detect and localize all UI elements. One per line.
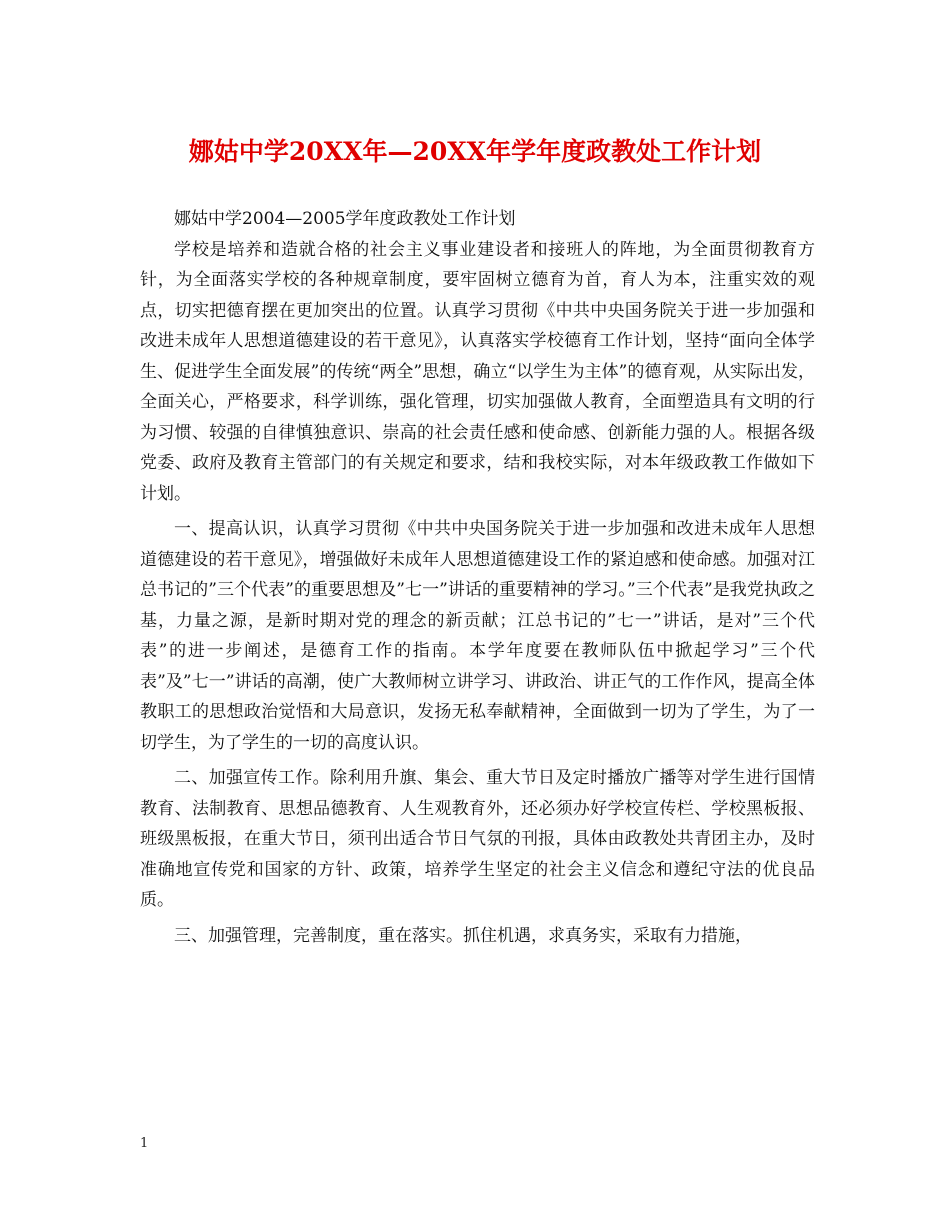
section-3-paragraph: 三、加强管理，完善制度，重在落实。抓住机遇，求真务实，采取有力措施， (174, 925, 752, 946)
document-title: 娜姑中学20XX年—20XX年学年度政教处工作计划 (188, 137, 762, 166)
page-number: 1 (140, 1136, 149, 1151)
intro-paragraph: 学校是培养和造就合格的社会主义事业建设者和接班人的阵地，为全面贯彻教育方针，为全面落实学校的各种规章制度，要牢固树立德育为首，育人为本，注重实效的观点，切实把德育摆在更加突出的位置。认真学习贯彻《中共中央国务院关于进一步加强和改进未成年人思想道德建设的若干意见》，认真落实学校德育工作计划，坚持“面向全体学生、促进学生全面发展”的传统“两全”思想，确立“以学生为主体”的德育观，从实际出发，全面关心，严格要求，科学训练，强化管理，切实加强做人教育，全面塑造具有文明的行为习惯、较强的自律慎独意识、崇高的社会责任感和使命感、创新能力强的人。根据各级党委、政府及教育主管部门的有关规定和要求，结和我校实际，对本年级政教工作做如下计划。 (140, 239, 815, 504)
section-2-paragraph: 二、加强宣传工作。除利用升旗、集会、重大节日及定时播放广播等对学生进行国情教育、法制教育、思想品德教育、人生观教育外，还必须办好学校宣传栏、学校黑板报、班级黑板报，在重大节日，须刊出适合节日气氛的刊报，具体由政教处共青团主办，及时准确地宣传党和国家的方针、政策，培养学生坚定的社会主义信念和遵纪守法的优良品质。 (140, 768, 815, 910)
section-1-paragraph: 一、提高认识，认真学习贯彻《中共中央国务院关于进一步加强和改进未成年人思想道德建设的若干意见》，增强做好未成年人思想道德建设工作的紧迫感和使命感。加强对江总书记的”三个代表”的重要思想及”七一”讲话的重要精神的学习。”三个代表”是我党执政之基，力量之源，是新时期对党的理念的新贡献；江总书记的”七一”讲话，是对”三个代表”的进一步阐述，是德育工作的指南。本学年度要在教师队伍中掀起学习”三个代表”及”七一”讲话的高潮，使广大教师树立讲学习、讲政治、讲正气的工作作风，提高全体教职工的思想政治觉悟和大局意识，发扬无私奉献精神，全面做到一切为了学生，为了一切学生，为了学生的一切的高度认识。 (140, 519, 815, 753)
subtitle-paragraph: 娜姑中学2004—2005学年度政教处工作计划 (174, 209, 516, 229)
document-body (140, 204, 815, 951)
